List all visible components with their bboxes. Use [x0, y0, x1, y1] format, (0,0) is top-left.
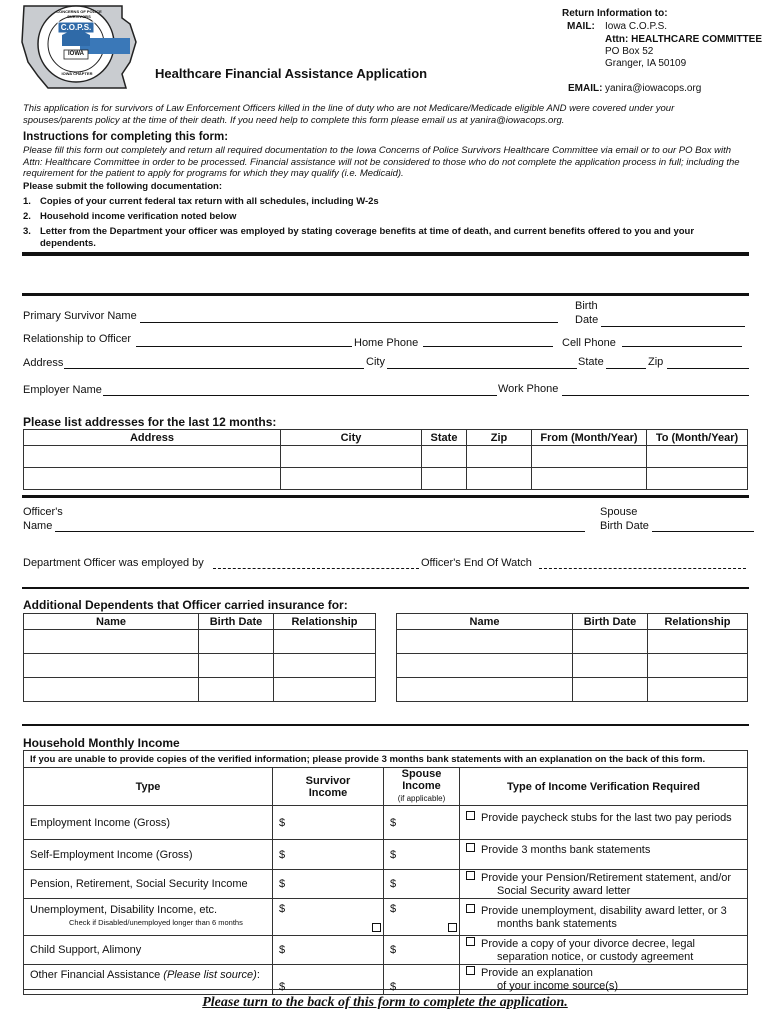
dep-name-cell[interactable] — [24, 630, 199, 654]
dollar-sign: $ — [279, 816, 286, 829]
survivor-income-cell[interactable] — [273, 965, 384, 995]
relationship-input[interactable] — [136, 346, 352, 347]
dep-relationship-cell[interactable] — [274, 654, 376, 678]
dep-relationship-cell[interactable] — [648, 654, 748, 678]
cell-phone-label: Cell Phone — [562, 337, 616, 349]
income-type: Self-Employment Income (Gross) — [24, 840, 273, 870]
to-cell[interactable] — [647, 446, 748, 468]
dollar-sign: $ — [390, 816, 397, 829]
dep-birthdate-cell[interactable] — [573, 630, 648, 654]
email-label: EMAIL: — [568, 83, 603, 94]
email-address[interactable]: yanira@iowacops.org — [605, 83, 702, 94]
dollar-sign: $ — [390, 944, 397, 956]
submit-heading: Please submit the following documentation: — [23, 181, 222, 192]
income-table — [23, 767, 748, 995]
to-cell[interactable] — [647, 468, 748, 490]
instructions-heading: Instructions for completing this form: — [23, 131, 229, 143]
doc-item-2: Household income verification noted below — [40, 211, 237, 222]
zip-label: Zip — [648, 356, 664, 368]
address-input[interactable] — [64, 368, 364, 369]
income-row-pension — [24, 870, 748, 899]
dep-relationship-cell[interactable] — [274, 630, 376, 654]
footer-note: Please turn to the back of this form to complete the application. — [202, 995, 568, 1010]
col-to: To (Month/Year) — [647, 430, 748, 446]
zip-cell[interactable] — [467, 468, 532, 490]
dollar-sign: $ — [279, 944, 286, 956]
disabled-checkbox-icon[interactable] — [372, 923, 381, 932]
employer-input[interactable] — [103, 395, 497, 396]
work-phone-label: Work Phone — [498, 383, 559, 395]
col-city: City — [281, 430, 422, 446]
verification-cell — [460, 870, 748, 899]
table-row — [24, 446, 748, 468]
addresses-heading: Please list addresses for the last 12 months: — [23, 415, 277, 429]
logo-top-arc: CONCERNS OF POLICE SURVIVORS — [56, 9, 102, 19]
verification-cell — [460, 840, 748, 870]
dep-relationship-cell[interactable] — [648, 630, 748, 654]
logo-bottom-arc: IOWA CHAPTER — [61, 71, 93, 76]
table-row — [397, 654, 748, 678]
dep-name-cell[interactable] — [397, 654, 573, 678]
income-type-cell — [24, 899, 273, 936]
dep-name-cell[interactable] — [24, 678, 199, 702]
checkbox-icon[interactable] — [466, 871, 475, 880]
checkbox-icon[interactable] — [466, 843, 475, 852]
col-state: State — [422, 430, 467, 446]
home-phone-label: Home Phone — [354, 337, 419, 349]
dep-name-cell[interactable] — [397, 630, 573, 654]
department-input[interactable] — [213, 568, 419, 569]
verification-text: Provide 3 months bank statements — [481, 844, 651, 856]
divider — [22, 495, 749, 498]
divider — [22, 252, 749, 256]
addresses-table — [23, 429, 748, 490]
spouse-label: Spouse — [600, 506, 638, 518]
income-type-cell — [24, 965, 273, 995]
income-type: Other Financial Assistance — [30, 969, 164, 981]
officer-name-label: Name — [23, 520, 53, 532]
table-row — [24, 468, 748, 490]
col-from: From (Month/Year) — [532, 430, 647, 446]
verification-text: Provide a copy of your divorce decree, legal — [481, 937, 696, 950]
income-row-self-employment — [24, 840, 748, 870]
primary-survivor-input[interactable] — [140, 322, 558, 323]
income-row-employment — [24, 806, 748, 840]
income-note: If you are unable to provide copies of the verified information; please provide 3 months bank statements with an explanation on the back of this form. — [30, 754, 706, 765]
income-type: Pension, Retirement, Social Security Income — [24, 870, 273, 899]
spouse-income-cell[interactable] — [384, 870, 460, 899]
checkbox-icon[interactable] — [466, 811, 475, 820]
mail-line-1: Iowa C.O.P.S. — [605, 21, 668, 32]
state-input[interactable] — [606, 368, 646, 369]
mail-line-2: Attn: HEALTHCARE COMMITTEE — [605, 34, 763, 45]
birth-label: Birth — [575, 300, 598, 312]
mail-line-4: Granger, IA 50109 — [605, 58, 687, 69]
state-cell[interactable] — [422, 446, 467, 468]
city-label: City — [366, 356, 385, 368]
verification-text-2: months bank statements — [497, 917, 617, 930]
employer-label: Employer Name — [23, 384, 102, 396]
from-cell[interactable] — [532, 446, 647, 468]
officers-label: Officer's — [23, 506, 63, 518]
verification-cell — [460, 936, 748, 965]
dep-birthdate-cell[interactable] — [199, 630, 274, 654]
income-type: Unemployment, Disability Income, etc. — [30, 904, 218, 916]
city-input[interactable] — [387, 368, 577, 369]
intro-text: This application is for survivors of Law Enforcement Officers killed in the line of duty who are not Medicare/Medicade eligible AND were covered under your spouses/parents policy at the time of their death. If you need help to complete this form please email us at yanira@iowacops.org. — [23, 103, 675, 126]
survivor-income-cell[interactable] — [273, 870, 384, 899]
page-title: Healthcare Financial Assistance Application — [155, 66, 428, 81]
end-of-watch-label: Officer's End Of Watch — [421, 557, 532, 569]
table-row — [24, 630, 376, 654]
survivor-income-cell[interactable] — [273, 936, 384, 965]
verification-cell — [460, 806, 748, 840]
income-row-unemployment — [24, 899, 748, 936]
cops-logo — [18, 2, 140, 92]
col-survivor-income: Survivor Income — [273, 768, 384, 806]
dollar-sign: $ — [390, 848, 397, 861]
dep-name-cell[interactable] — [397, 678, 573, 702]
address-cell[interactable] — [24, 446, 281, 468]
verification-text-2: separation notice, or custody agreement — [497, 950, 694, 963]
col-dep-birthdate: Birth Date — [199, 614, 274, 630]
logo-name: C.O.P.S. — [60, 23, 92, 32]
checkbox-icon[interactable] — [466, 937, 475, 946]
department-label: Department Officer was employed by — [23, 557, 204, 569]
disabled-checkbox-icon[interactable] — [448, 923, 457, 932]
other-note: (Please list source) — [163, 969, 257, 981]
end-of-watch-input[interactable] — [539, 568, 746, 569]
col-dep-name: Name — [397, 614, 573, 630]
col-address: Address — [24, 430, 281, 446]
income-heading: Household Monthly Income — [23, 736, 180, 750]
spouse-income-cell[interactable] — [384, 806, 460, 840]
col-zip: Zip — [467, 430, 532, 446]
divider — [22, 724, 749, 726]
spouse-income-cell[interactable] — [384, 936, 460, 965]
divider — [22, 587, 749, 589]
table-row — [24, 678, 376, 702]
from-cell[interactable] — [532, 468, 647, 490]
state-cell[interactable] — [422, 468, 467, 490]
dep-birthdate-cell[interactable] — [573, 654, 648, 678]
dep-birthdate-cell[interactable] — [199, 654, 274, 678]
doc-item-1: Copies of your current federal tax return with all schedules, including W-2s — [40, 196, 379, 207]
survivor-income-cell[interactable] — [273, 806, 384, 840]
col-dep-relationship: Relationship — [274, 614, 376, 630]
checkbox-icon[interactable] — [466, 966, 475, 975]
survivor-birthdate-input[interactable] — [601, 326, 745, 327]
dep-relationship-cell[interactable] — [648, 678, 748, 702]
dollar-sign: $ — [279, 848, 286, 861]
doc-item-1-num: 1. — [23, 196, 31, 207]
dependents-heading: Additional Dependents that Officer carried insurance for: — [23, 598, 348, 612]
officer-name-input[interactable] — [55, 531, 585, 532]
verification-text-2: of your income source(s) — [497, 980, 619, 992]
col-spouse-label: Spouse Income — [401, 768, 442, 792]
dollar-sign: $ — [390, 981, 397, 993]
other-colon: : — [256, 969, 260, 981]
col-spouse-note: (if applicable) — [397, 794, 446, 803]
home-phone-input[interactable] — [423, 346, 553, 347]
spouse-income-cell[interactable] — [384, 899, 460, 936]
mail-line-3: PO Box 52 — [605, 46, 654, 57]
income-type: Child Support, Alimony — [24, 936, 273, 965]
doc-item-3-num: 3. — [23, 226, 31, 237]
mail-label: MAIL: — [567, 21, 595, 32]
dollar-sign: $ — [279, 903, 286, 915]
col-spouse-income — [384, 768, 460, 806]
disabled-note: Check if Disabled/unemployed longer than 6 months — [69, 918, 243, 927]
zip-input[interactable] — [667, 368, 749, 369]
relationship-label: Relationship to Officer — [23, 333, 132, 345]
spouse-income-cell[interactable] — [384, 965, 460, 995]
table-row — [397, 678, 748, 702]
dollar-sign: $ — [390, 878, 397, 890]
instructions-text: Please fill this form out completely and return all required documentation to the Iowa Concerns of Police Survivors Healthcare Committee via email or to our PO Box with Attn: Healthcare Committee in order to be processed. Financial assistance will not be considered to those who do not complete the application process in full; including the requirement for the patient to apply for programs for which they may qualify (i.e. Medicaid). — [23, 145, 740, 179]
dep-birthdate-cell[interactable] — [199, 678, 274, 702]
logo-state: IOWA — [68, 51, 84, 57]
verification-cell — [460, 965, 748, 995]
verification-cell — [460, 899, 748, 936]
table-row — [397, 630, 748, 654]
col-dep-relationship: Relationship — [648, 614, 748, 630]
dollar-sign: $ — [279, 981, 286, 993]
spouse-birthdate-label: Birth Date — [600, 520, 649, 532]
dependents-table-left — [23, 613, 376, 702]
table-row — [24, 654, 376, 678]
verification-text: Provide paycheck stubs for the last two pay periods — [481, 812, 732, 824]
dependents-table-right — [396, 613, 748, 702]
checkbox-icon[interactable] — [466, 904, 475, 913]
work-phone-input[interactable] — [562, 395, 749, 396]
col-dep-birthdate: Birth Date — [573, 614, 648, 630]
survivor-income-cell[interactable] — [273, 899, 384, 936]
verification-text: Provide an explanation — [481, 967, 593, 979]
address-label: Address — [23, 357, 64, 369]
city-cell[interactable] — [281, 446, 422, 468]
verification-text: Provide unemployment, disability award letter, or 3 — [481, 904, 727, 917]
income-row-other — [24, 965, 748, 995]
cell-phone-input[interactable] — [622, 346, 742, 347]
dep-relationship-cell[interactable] — [274, 678, 376, 702]
col-dep-name: Name — [24, 614, 199, 630]
dollar-sign: $ — [390, 903, 397, 915]
income-type: Employment Income (Gross) — [24, 806, 273, 840]
income-row-child-support — [24, 936, 748, 965]
dep-birthdate-cell[interactable] — [573, 678, 648, 702]
dollar-sign: $ — [279, 878, 286, 890]
col-verification: Type of Income Verification Required — [460, 768, 748, 806]
doc-item-2-num: 2. — [23, 211, 31, 222]
city-cell[interactable] — [281, 468, 422, 490]
verification-text-2: Social Security award letter — [497, 884, 631, 897]
return-heading: Return Information to: — [562, 8, 668, 19]
spouse-income-cell[interactable] — [384, 840, 460, 870]
survivor-income-cell[interactable] — [273, 840, 384, 870]
state-label: State — [578, 356, 604, 368]
address-cell[interactable] — [24, 468, 281, 490]
dep-name-cell[interactable] — [24, 654, 199, 678]
primary-survivor-label: Primary Survivor Name — [23, 310, 137, 322]
divider — [22, 293, 749, 296]
verification-text: Provide your Pension/Retirement statement, and/or — [481, 871, 732, 884]
doc-item-3: Letter from the Department your officer was employed by stating coverage benefits at time of death, and current benefits offered to you and your dependents. — [40, 226, 695, 249]
zip-cell[interactable] — [467, 446, 532, 468]
col-type: Type — [24, 768, 273, 806]
spouse-birthdate-input[interactable] — [652, 531, 754, 532]
date-label: Date — [575, 314, 599, 326]
